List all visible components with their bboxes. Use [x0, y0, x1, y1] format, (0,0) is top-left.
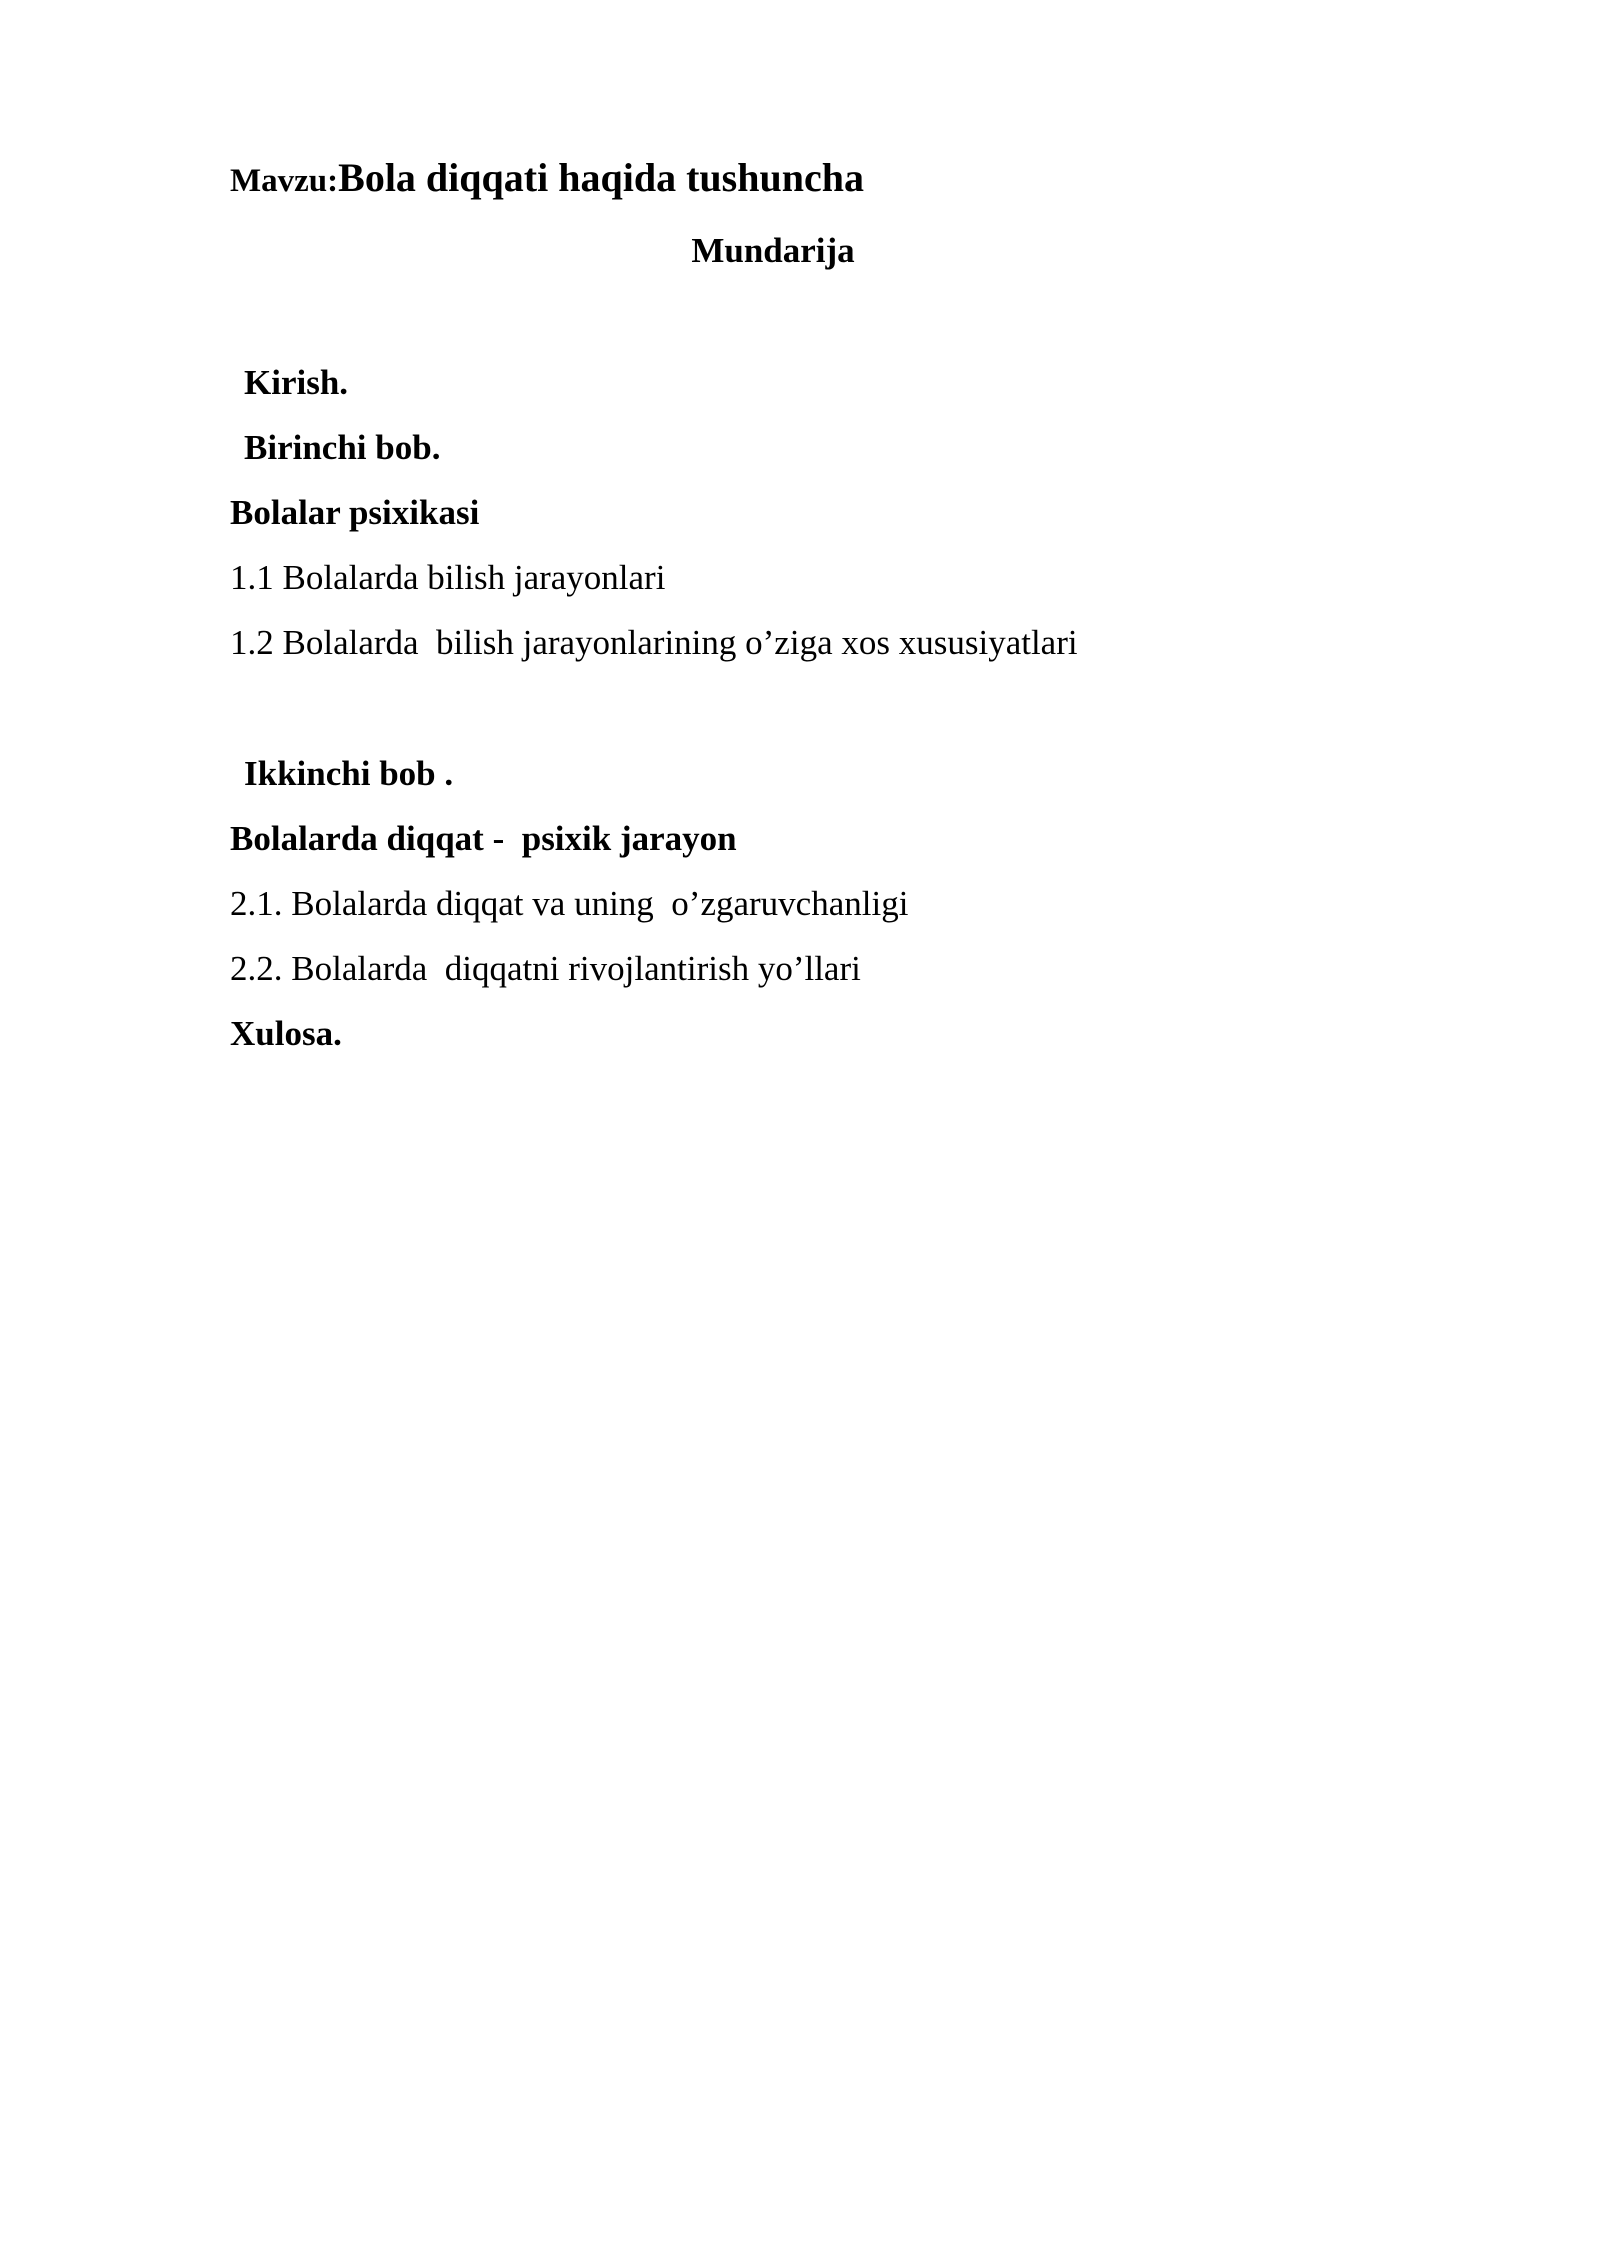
toc-item-chapter-2-title: Bolalarda diqqat - psixik jarayon	[230, 819, 737, 858]
title-text: Bola diqqati haqida tushuncha	[338, 155, 864, 200]
toc-item-section-1-2: 1.2 Bolalarda bilish jarayonlarining o’ziga xos xususiyatlari	[230, 623, 1078, 662]
title-prefix: Mavzu:	[230, 163, 339, 199]
toc-item-chapter-2: Ikkinchi bob .	[244, 754, 454, 793]
toc-item-section-2-1: 2.1. Bolalarda diqqat va uning o’zgaruvchanligi	[230, 884, 909, 923]
toc-item-chapter-1: Birinchi bob.	[244, 428, 441, 467]
toc-item-chapter-1-title: Bolalar psixikasi	[230, 493, 480, 532]
toc-item-conclusion: Xulosa.	[230, 1014, 342, 1053]
toc-item-intro: Kirish.	[244, 363, 349, 402]
toc-item-section-1-1: 1.1 Bolalarda bilish jarayonlari	[230, 558, 666, 597]
toc-heading: Mundarija	[691, 231, 855, 270]
toc-item-section-2-2: 2.2. Bolalarda diqqatni rivojlantirish yo’llari	[230, 949, 861, 988]
document-title	[230, 155, 864, 200]
